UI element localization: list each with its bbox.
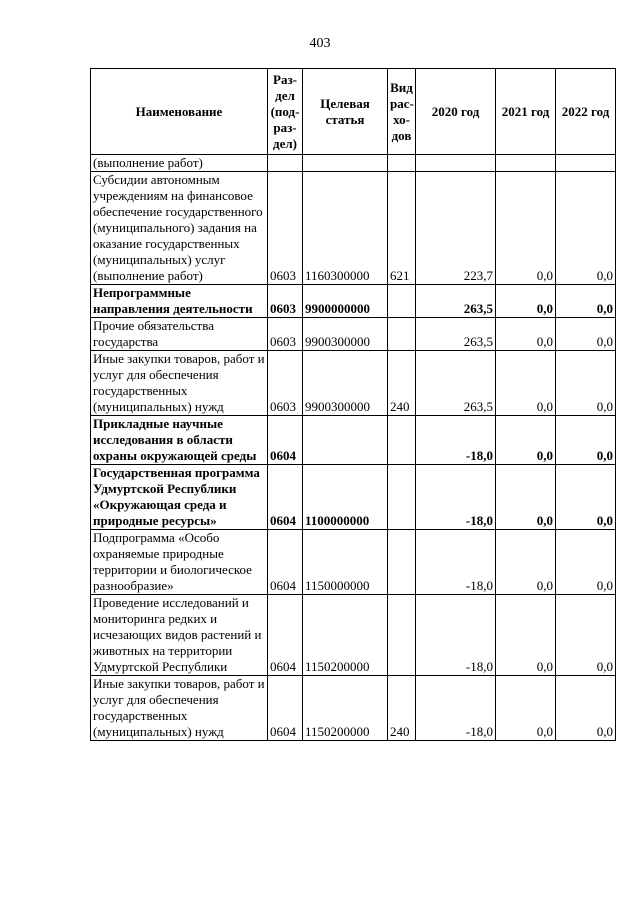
row-2020 bbox=[416, 155, 496, 172]
row-code: 1100000000 bbox=[303, 465, 388, 530]
row-2022: 0,0 bbox=[556, 351, 616, 416]
row-name: Субсидии автономным учреждениям на финансовое обеспечение государственного (муниципального) задания на оказание государственных (муниципальных) услуг (выполнение работ) bbox=[91, 172, 268, 285]
row-2022: 0,0 bbox=[556, 416, 616, 465]
row-code: 1150200000 bbox=[303, 676, 388, 741]
row-type bbox=[388, 416, 416, 465]
table-row bbox=[91, 285, 616, 318]
row-2022: 0,0 bbox=[556, 285, 616, 318]
row-type: 240 bbox=[388, 351, 416, 416]
row-name: Проведение исследований и мониторинга редких и исчезающих видов растений и животных на территории Удмуртской Республики bbox=[91, 595, 268, 676]
header-name: Наименование bbox=[91, 69, 268, 155]
row-code: 1150000000 bbox=[303, 530, 388, 595]
row-2022: 0,0 bbox=[556, 595, 616, 676]
row-2022: 0,0 bbox=[556, 172, 616, 285]
row-2021: 0,0 bbox=[496, 416, 556, 465]
table-row bbox=[91, 318, 616, 351]
row-2020: -18,0 bbox=[416, 595, 496, 676]
row-2020: 263,5 bbox=[416, 318, 496, 351]
row-type bbox=[388, 155, 416, 172]
row-name: Непрограммные направления деятельности bbox=[91, 285, 268, 318]
table-row bbox=[91, 155, 616, 172]
table-row bbox=[91, 676, 616, 741]
header-type: Вид рас- хо- дов bbox=[388, 69, 416, 155]
row-section: 0603 bbox=[268, 351, 303, 416]
row-code bbox=[303, 155, 388, 172]
row-2022: 0,0 bbox=[556, 530, 616, 595]
table-row bbox=[91, 351, 616, 416]
row-2020: -18,0 bbox=[416, 465, 496, 530]
row-code: 1150200000 bbox=[303, 595, 388, 676]
header-2021: 2021 год bbox=[496, 69, 556, 155]
table-row bbox=[91, 416, 616, 465]
row-name: Государственная программа Удмуртской Республики «Окружающая среда и природные ресурсы» bbox=[91, 465, 268, 530]
row-2021: 0,0 bbox=[496, 530, 556, 595]
row-type bbox=[388, 465, 416, 530]
row-name: Подпрограмма «Особо охраняемые природные территории и биологическое разнообразие» bbox=[91, 530, 268, 595]
row-name: (выполнение работ) bbox=[91, 155, 268, 172]
row-2021: 0,0 bbox=[496, 318, 556, 351]
row-2021: 0,0 bbox=[496, 351, 556, 416]
row-type: 240 bbox=[388, 676, 416, 741]
table-header-row bbox=[91, 69, 616, 155]
table-row bbox=[91, 172, 616, 285]
row-2021: 0,0 bbox=[496, 465, 556, 530]
table-row bbox=[91, 530, 616, 595]
row-2022: 0,0 bbox=[556, 465, 616, 530]
row-2022: 0,0 bbox=[556, 676, 616, 741]
row-section: 0604 bbox=[268, 595, 303, 676]
header-2022: 2022 год bbox=[556, 69, 616, 155]
row-2021: 0,0 bbox=[496, 595, 556, 676]
row-section: 0604 bbox=[268, 465, 303, 530]
row-type bbox=[388, 285, 416, 318]
row-section: 0603 bbox=[268, 172, 303, 285]
page-number: 403 bbox=[309, 36, 331, 51]
row-code: 9900300000 bbox=[303, 351, 388, 416]
header-2020: 2020 год bbox=[416, 69, 496, 155]
header-section: Раз- дел (под- раз- дел) bbox=[268, 69, 303, 155]
row-section: 0604 bbox=[268, 530, 303, 595]
row-section: 0603 bbox=[268, 318, 303, 351]
row-name: Прикладные научные исследования в области охраны окружающей среды bbox=[91, 416, 268, 465]
row-type bbox=[388, 595, 416, 676]
row-2020: -18,0 bbox=[416, 530, 496, 595]
row-name: Прочие обязательства государства bbox=[91, 318, 268, 351]
header-code: Целевая статья bbox=[303, 69, 388, 155]
row-type: 621 bbox=[388, 172, 416, 285]
row-2020: -18,0 bbox=[416, 416, 496, 465]
row-2020: -18,0 bbox=[416, 676, 496, 741]
row-name: Иные закупки товаров, работ и услуг для обеспечения государственных (муниципальных) нужд bbox=[91, 676, 268, 741]
row-2020: 263,5 bbox=[416, 285, 496, 318]
row-2020: 223,7 bbox=[416, 172, 496, 285]
row-section: 0603 bbox=[268, 285, 303, 318]
row-2020: 263,5 bbox=[416, 351, 496, 416]
row-code: 9900300000 bbox=[303, 318, 388, 351]
row-code: 1160300000 bbox=[303, 172, 388, 285]
row-type bbox=[388, 530, 416, 595]
row-type bbox=[388, 318, 416, 351]
budget-table bbox=[90, 68, 616, 741]
row-section bbox=[268, 155, 303, 172]
row-section: 0604 bbox=[268, 416, 303, 465]
table-body bbox=[91, 155, 616, 741]
table-row bbox=[91, 465, 616, 530]
row-section: 0604 bbox=[268, 676, 303, 741]
row-2022: 0,0 bbox=[556, 318, 616, 351]
row-2021: 0,0 bbox=[496, 285, 556, 318]
row-2021: 0,0 bbox=[496, 172, 556, 285]
row-name: Иные закупки товаров, работ и услуг для обеспечения государственных (муниципальных) нужд bbox=[91, 351, 268, 416]
row-code: 9900000000 bbox=[303, 285, 388, 318]
row-2021: 0,0 bbox=[496, 676, 556, 741]
row-code bbox=[303, 416, 388, 465]
row-2022 bbox=[556, 155, 616, 172]
table-row bbox=[91, 595, 616, 676]
row-2021 bbox=[496, 155, 556, 172]
